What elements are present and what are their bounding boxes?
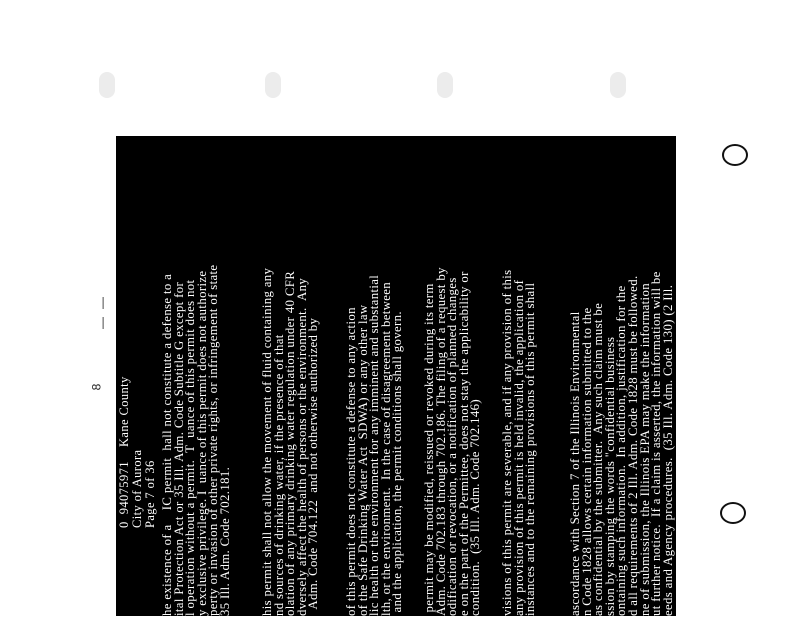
header-permit-number: 0 94075971 Kane County [117, 376, 131, 528]
paragraph-line: odification or revocation, or a notification of planned changes [445, 277, 460, 616]
paragraph-line: nd sources of drinking water, if the presence of that [271, 334, 286, 616]
paragraph-line: lth, or the environment. In the case of disagreement between [378, 281, 393, 616]
paragraph [262, 136, 320, 616]
paragraph-line: instances and to the remaining provisions of this permit shall [523, 282, 538, 616]
paragraph-line: y exclusive privilege. I uance of this permit does not authorize [194, 270, 209, 616]
paragraph-line: visions of this permit are severable, and if any provision of this [500, 269, 514, 616]
paragraph-line: ontaining such information. In addition, justification for the [614, 285, 629, 616]
paragraph-line: and the application, the permit conditions shall govern. [390, 311, 405, 616]
paragraph-line: l operation without a permit. T uance of this permit does not [183, 279, 198, 616]
inverted-document-panel [116, 136, 676, 616]
header-city: City of Aurora [130, 449, 144, 528]
paragraph-line: ut further notice. If a claim is asserted, the information will be [649, 271, 664, 616]
paragraph-line: 35 Ill. Adm. Code 702.181. [217, 466, 232, 616]
paragraph [162, 136, 232, 616]
binder-tab-mark [99, 72, 115, 98]
paragraph-line: as confidential by the submitter. Any such claim must be [591, 302, 606, 616]
paragraph-line: ne of submission, the Illinois EPA may make the information [637, 283, 652, 616]
paragraph-line: lic health or the environment for any imminent and substantial [367, 274, 382, 616]
paragraph-line: he existence of a IC permit hall not constitute a defense to a [160, 273, 174, 616]
paragraph [346, 136, 404, 616]
header-page-number: Page 7 of 36 [143, 460, 157, 528]
margin-mark-dash: — [95, 297, 109, 309]
document-header [116, 136, 166, 616]
binder-tab-mark [610, 72, 626, 98]
paragraph-line: eeds and Agency procedures. (35 Ill. Adm. Code 130) (2 Ill. [660, 284, 675, 616]
paragraph-line: any provision of this permit is held invalid, the application of [511, 279, 526, 616]
binder-tab-mark [437, 72, 453, 98]
paragraph-line: condition. (35 Ill. Adm. Code 702.146) [468, 399, 483, 616]
margin-mark-eight: 8 [89, 383, 104, 391]
paragraph [424, 136, 482, 616]
paragraph-line: Adm. Code 702.183 through 702.186. The filing of a request by [433, 267, 448, 616]
punch-hole [720, 502, 746, 524]
paragraph-line: dversely affect the health of persons or the environment. Any [294, 277, 309, 616]
paragraph [570, 136, 674, 616]
paragraph-line: olation of any primary drinking water regulation under 40 CFR [283, 270, 298, 616]
punch-hole [722, 144, 748, 166]
paragraph-line: permit may be modified, reissued or revoked during its term [422, 283, 436, 616]
paragraph-line: of the Safe Drinking Water Act SDWA) or any other law [355, 304, 370, 616]
binder-tab-mark [265, 72, 281, 98]
rotated-document-text [116, 136, 676, 616]
paragraph-line: e on the part of the Permittee, does not stay the applicability or [456, 271, 471, 616]
paragraph-line: of this permit does not constitute a defense to any action [344, 307, 358, 616]
paragraph-line: n Code 1828 allows certain information submitted to the [579, 307, 594, 616]
paragraph [502, 136, 537, 616]
paragraph-line: ssion by stamping the words "confidential business [602, 336, 617, 616]
paragraph-line: his permit shall not allow the movement of fluid containing any [260, 267, 274, 616]
margin-mark-dash: — [95, 317, 109, 329]
paragraph-line: d all requirements of 2 Ill. Adm. Code 1828 must be followed. [625, 275, 640, 616]
paragraph-line: Adm. Code 704.122 and not otherwise authorized by [306, 317, 321, 616]
paragraph-line: ital Protection Act or 35 Ill. Adm. Code Subtitle G except for [171, 281, 186, 616]
paragraph-line: perty or invasion of other private rights, or infringement of state [206, 264, 221, 616]
paragraph-line: ascordance with Section 7 of the Illinois Environmental [568, 311, 582, 616]
